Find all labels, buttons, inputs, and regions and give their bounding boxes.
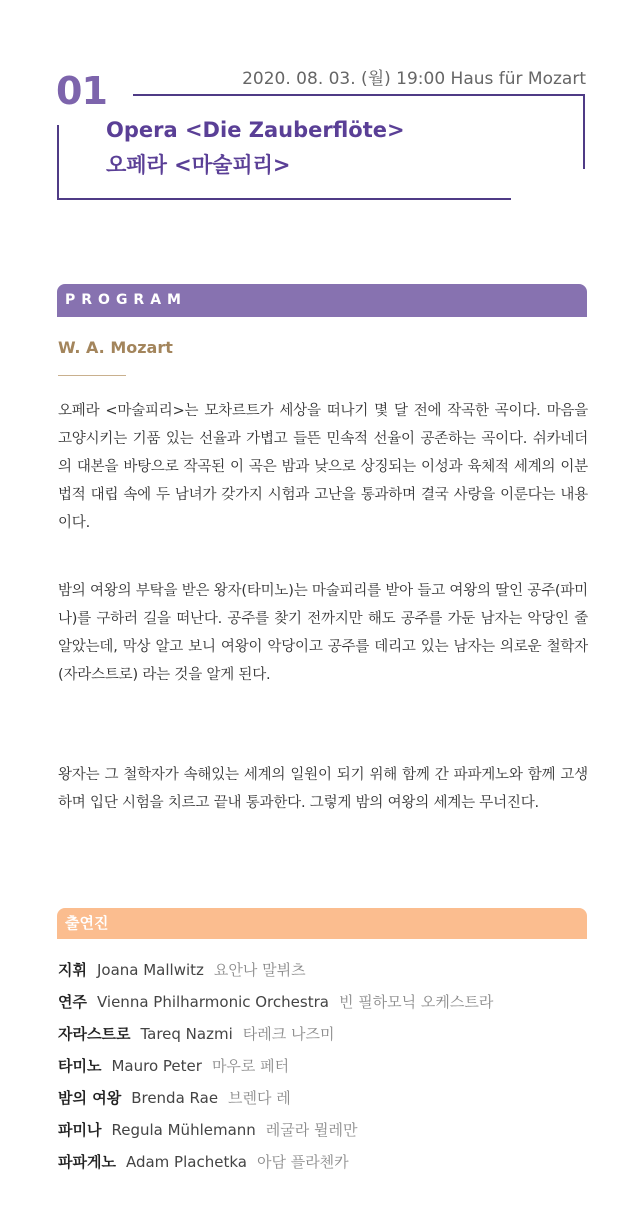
title-korean: 오페라 <마술피리> xyxy=(106,153,291,177)
cast-section-header xyxy=(57,908,587,939)
frame-right-line xyxy=(583,94,585,169)
composer-divider xyxy=(58,375,126,376)
composer-name: W. A. Mozart xyxy=(58,338,173,357)
cast-performer: Adam Plachetka xyxy=(125,1153,247,1171)
title-english: Opera <Die Zauberflöte> xyxy=(106,118,405,142)
frame-bottom-line xyxy=(57,198,511,200)
cast-row-orchestra xyxy=(58,988,618,1020)
cast-performer: Mauro Peter xyxy=(111,1057,202,1075)
cast-row-papageno xyxy=(58,1148,618,1180)
description-paragraph-3: 왕자는 그 철학자가 속해있는 세계의 일원이 되기 위해 함께 간 파파게노와 함께 고생하며 입단 시험을 치르고 끝내 통과한다. 그렇게 밤의 여왕의 세계는 무너진다. xyxy=(58,767,588,811)
cast-performer: Joana Mallwitz xyxy=(96,961,204,979)
description-paragraph-2: 밤의 여왕의 부탁을 받은 왕자(타미노)는 마술피리를 받아 들고 여왕의 딸인 공주(파미나)를 구하러 길을 떠난다. 공주를 찾기 전까지만 해도 공주를 가둔 남자는 악당인 줄 알았는데, 막상 알고 보니 여왕이 악당이고 공주를 데리고 있는 남자는 의로운 철학자(자라스트로) 라는 것을 알게 된다. xyxy=(58,583,588,683)
cast-role: 타미노 xyxy=(58,1057,102,1075)
description-paragraph-1: 오페라 <마술피리>는 모차르트가 세상을 떠나기 몇 달 전에 작곡한 곡이다. 마음을 고양시키는 기품 있는 선율과 가볍고 들뜬 민속적 선율이 공존하는 곡이다. 쉬카네더의 대본을 바탕으로 작곡된 이 곡은 밤과 낮으로 상징되는 이성과 육체적 세계의 이분법적 대립 속에 두 남녀가 갖가지 시험과 고난을 통과하며 결국 사랑을 이룬다는 내용이다. xyxy=(58,403,588,531)
frame-top-line xyxy=(133,94,585,96)
cast-performer: Tareq Nazmi xyxy=(140,1025,233,1043)
cast-label: 출연진 xyxy=(65,914,109,932)
frame-left-line xyxy=(57,125,59,200)
cast-row-tamino xyxy=(58,1052,618,1084)
cast-performer-korean: 마우로 페터 xyxy=(211,1057,290,1075)
cast-performer-korean: 요안나 말뷔츠 xyxy=(213,961,306,979)
program-label: PROGRAM xyxy=(65,292,187,308)
performance-date: 2020. 08. 03. (월) 19:00 Haus für Mozart xyxy=(242,69,586,89)
cast-role: 파미나 xyxy=(58,1121,102,1139)
cast-performer-korean: 브렌다 레 xyxy=(228,1089,291,1107)
cast-list xyxy=(58,956,618,1180)
cast-row-queen-of-the-night xyxy=(58,1084,618,1116)
cast-performer: Brenda Rae xyxy=(131,1089,219,1107)
cast-role: 자라스트로 xyxy=(58,1025,131,1043)
cast-performer-korean: 타레크 나즈미 xyxy=(242,1025,335,1043)
program-section-header xyxy=(57,284,587,317)
cast-performer: Vienna Philharmonic Orchestra xyxy=(96,993,329,1011)
cast-performer-korean: 레굴라 뮐레만 xyxy=(265,1121,358,1139)
cast-role: 파파게노 xyxy=(58,1153,116,1171)
cast-performer-korean: 빈 필하모닉 오케스트라 xyxy=(338,993,494,1011)
cast-role: 지휘 xyxy=(58,961,87,979)
cast-row-conductor xyxy=(58,956,618,988)
cast-role: 연주 xyxy=(58,993,87,1011)
cast-role: 밤의 여왕 xyxy=(58,1089,122,1107)
program-number: 01 xyxy=(56,69,107,113)
cast-row-sarastro xyxy=(58,1020,618,1052)
cast-performer-korean: 아담 플라첸카 xyxy=(256,1153,349,1171)
cast-row-pamina xyxy=(58,1116,618,1148)
cast-performer: Regula Mühlemann xyxy=(111,1121,256,1139)
